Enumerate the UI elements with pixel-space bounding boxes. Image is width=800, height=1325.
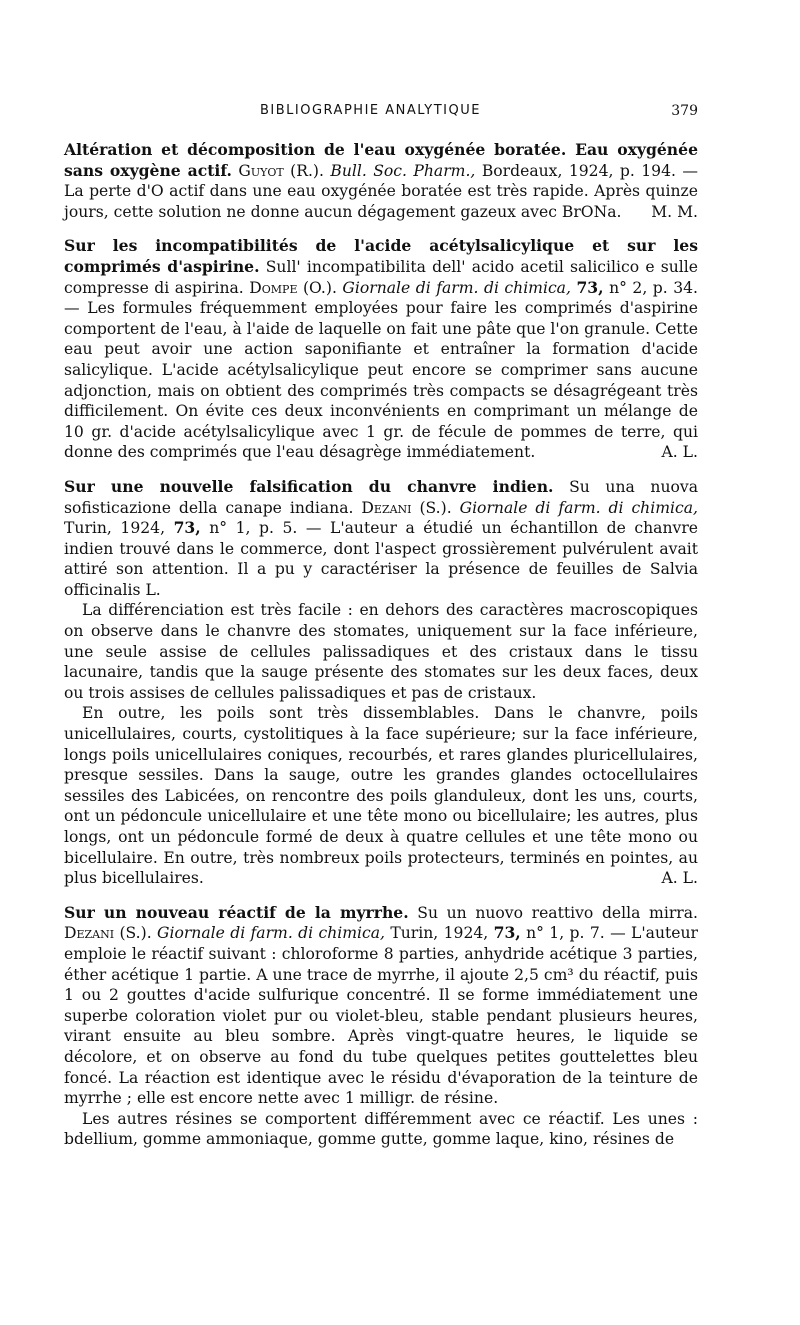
text-column xyxy=(64,140,698,1150)
article-subtitle: Su un nuovo reattivo della mirra. xyxy=(417,903,698,922)
article-paragraph: La différenciation est très facile : en dehors des caractères macroscopiques on observe dans le chanvre des stomates, uniquement sur la face inférieure, une seule assise de cellules palissadiques et des cristaux dans le tissu lacunaire, tandis que la sauge présente des stomates sur les deux faces, deux ou trois assises de cellules palissadiques et pas de cristaux. xyxy=(64,601,698,702)
article-chanvre-indien xyxy=(64,477,698,889)
article-citation-prefix: Turin, 1924, xyxy=(390,924,489,943)
article-author: Dezani (S.). xyxy=(361,498,452,517)
article-body: — L'auteur emploie le réactif suivant : chloroforme 8 parties, anhydride acétique 3 parties, éther acétique 1 partie. A une trace de myrrhe, il ajoute 2,5 cm³ du réactif, puis 1 ou 2 gouttes d'acide sulfurique concentré. Il se forme immédiatement une superbe coloration violet pur ou violet-bleu, stable pendant plusieurs heures, virant ensuite au bleu sombre. Après vingt-quatre heures, le liquide se décolore, et on observe au fond du tube quelques petites gouttelettes bleu foncé. La réaction est identique avec le résidu d'évaporation de la teinture de myrrhe ; elle est encore nette avec 1 milligr. de résine. xyxy=(64,924,698,1108)
article-myrrhe xyxy=(64,903,698,1150)
running-title: BIBLIOGRAPHIE ANALYTIQUE xyxy=(260,103,481,118)
article-body: — Les formules fréquemment employées pour faire les comprimés d'aspirine comportent de l'eau, à l'aide de laquelle on fait une pâte que l'on granule. Cette eau peut avoir une action saponifiante et entraîner la formation d'acide salicylique. L'acide acétylsalicylique peut encore se comprimer sans aucune adjonction, mais on obtient des comprimés très compacts se désagrégeant très difficilement. On évite ces deux inconvénients en comprimant un mélange de 10 gr. d'acide acétylsalicylique avec 1 gr. de fécule de pommes de terre, qui donne des comprimés que l'eau désagrège immédiatement. xyxy=(64,299,698,462)
article-paragraph: Les autres résines se comportent différemment avec ce réactif. Les unes : bdellium, gomme ammoniaque, gomme gutte, gomme laque, kino, résines de xyxy=(64,1109,698,1149)
article-journal: Giornale di farm. di chimica, xyxy=(342,278,571,297)
article-initials: A. L. xyxy=(661,443,698,462)
article-initials: M. M. xyxy=(651,202,698,221)
article-citation-prefix: Turin, 1924, xyxy=(64,519,166,538)
article-volume: 73, xyxy=(493,923,521,943)
article-title: Sur un nouveau réactif de la myrrhe. xyxy=(64,902,409,922)
article-author: Dompe (O.). xyxy=(249,278,337,297)
article-subtitle: Su una nuova sofisticazione della canape indiana. xyxy=(64,477,699,517)
article-journal: Bull. Soc. Pharm., xyxy=(330,161,476,180)
article-title: Altération et décomposition de l'eau oxygénée boratée. Eau oxygénée sans oxygène actif. xyxy=(64,140,698,180)
running-head xyxy=(64,103,698,123)
article-subtitle: Sull' incompatibilita dell' acido acetil salicilico e sulle compresse di aspirina. xyxy=(64,257,698,297)
page-number: 379 xyxy=(671,103,698,119)
article-author: Guyot (R.). xyxy=(238,161,324,180)
article-citation: Bordeaux, 1924, p. 194. xyxy=(481,161,676,180)
article-journal: Giornale di farm. di chimica, xyxy=(157,924,385,943)
article-volume: 73, xyxy=(576,277,604,297)
article-aspirine xyxy=(64,236,698,463)
article-body: — L'auteur a étudié un échantillon de chanvre indien trouvé dans le commerce, dont l'aspect grossièrement pulvérulent avait attiré son attention. Il a pu y caractériser la présence de feuilles de Salvia officinalis L. xyxy=(64,519,699,599)
article-paragraph: En outre, les poils sont très dissemblables. Dans le chanvre, poils unicellulaires, courts, cystolitiques à la face supérieure; sur la face inférieure, longs poils unicellulaires coniques, recourbés, et rares glandes pluricellulaires, presque sessiles. Dans la sauge, outre les grandes glandes octocellulaires sessiles des Labicées, on rencontre des poils glanduleux, dont les uns, courts, ont un pédoncule unicellulaire et une tête mono ou bicellulaire; les autres, plus longs, ont un pédoncule formé de deux à quatre cellules et une tête mono ou bicellulaire. En outre, très nombreux poils protecteurs, terminés en pointes, au plus bicellulaires. xyxy=(64,704,698,888)
article-initials: A. L. xyxy=(661,869,698,888)
article-body: — La perte d'O actif dans une eau oxygénée boratée est très rapide. Après quinze jours, cette solution ne donne aucun dégagement gazeux avec BrONa. xyxy=(64,161,698,221)
article-author: Dezani (S.). xyxy=(64,924,152,943)
article-journal: Giornale di farm. di chimica, xyxy=(459,498,698,517)
article-volume: 73, xyxy=(173,518,201,538)
article-citation: n° 1, p. 7. xyxy=(526,924,605,943)
article-eau-oxygenee xyxy=(64,140,698,222)
article-title: Sur une nouvelle falsification du chanvre indien. xyxy=(64,476,554,496)
article-title: Sur les incompatibilités de l'acide acétylsalicylique et sur les comprimés d'aspirine. xyxy=(64,236,698,276)
article-citation: n° 1, p. 5. xyxy=(209,519,298,538)
article-citation: n° 2, p. 34. xyxy=(609,278,699,297)
